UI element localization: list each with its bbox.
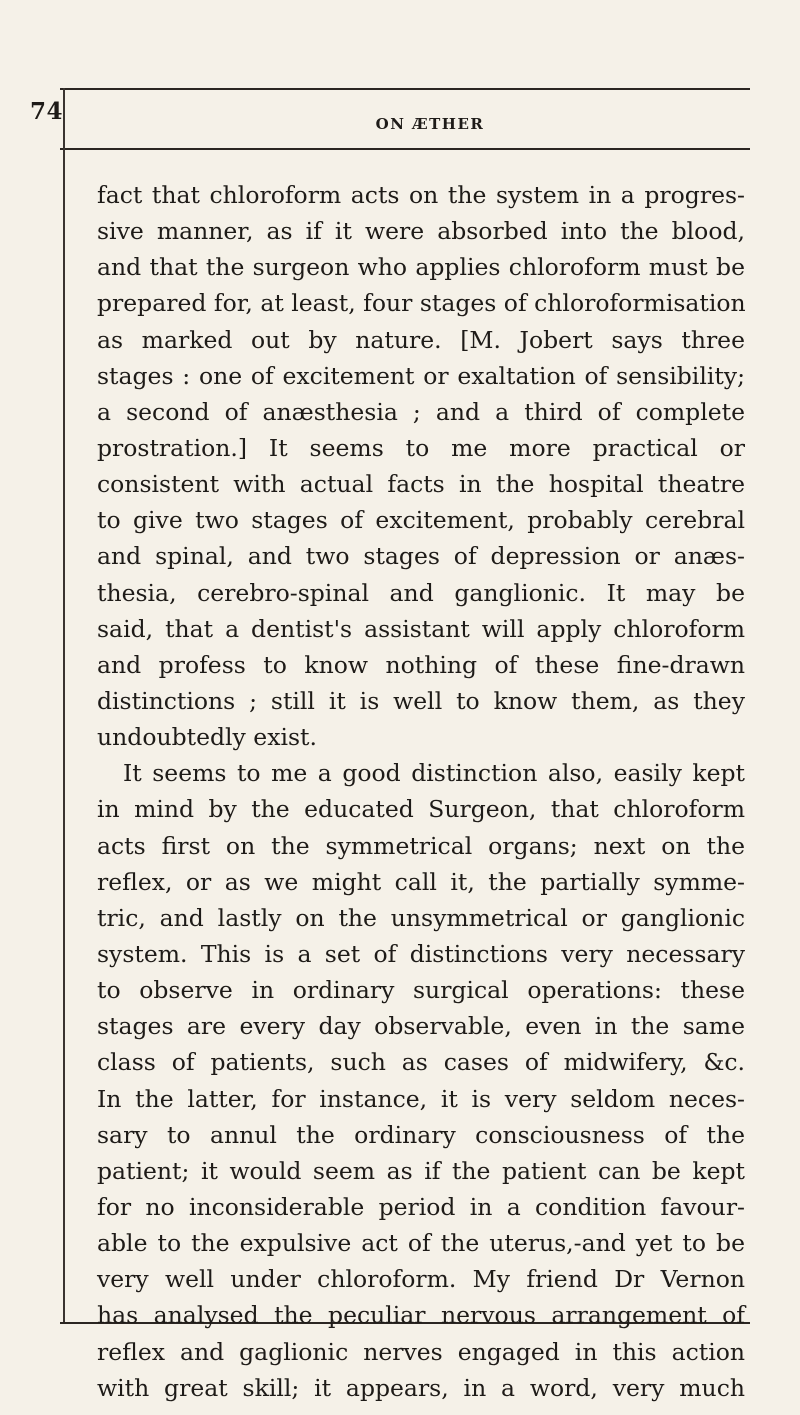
text-line: and profess to know nothing of these fine-drawn [97, 650, 745, 679]
text-line: with great skill; it appears, in a word, very much [97, 1373, 745, 1402]
text-line: a second of anæsthesia ; and a third of complete [97, 397, 745, 426]
text-line: stages : one of excitement or exaltation of sensibility; [97, 361, 745, 390]
text-line: and spinal, and two stages of depression or anæs- [97, 542, 745, 571]
text-line: sive manner, as if it were absorbed into the blood, [97, 217, 745, 246]
text-line: for no inconsiderable period in a condition favour- [97, 1192, 745, 1221]
text-line: sary to annul the ordinary consciousness of the [97, 1120, 745, 1149]
text-line: It seems to me a good distinction also, easily kept [123, 759, 745, 788]
text-line: to give two stages of excitement, probably cerebral [97, 506, 745, 535]
page-number: 74 [30, 98, 64, 125]
text-line: undoubtedly exist. [97, 723, 317, 752]
text-line: acts first on the symmetrical organs; next on the [97, 831, 745, 860]
text-line: has analysed the peculiar nervous arrangement of [97, 1301, 745, 1330]
text-line: In the latter, for instance, it is very seldom neces- [97, 1084, 745, 1113]
text-line: thesia, cerebro-spinal and ganglionic. It may be [97, 578, 745, 607]
page-left-edge-rule [63, 88, 65, 1324]
text-line: very well under chloroform. My friend Dr Vernon [97, 1265, 745, 1294]
header-rule-bottom [60, 148, 750, 150]
text-line: reflex, or as we might call it, the partially symme- [97, 867, 745, 896]
running-head: ON ÆTHER [375, 115, 485, 133]
text-line: said, that a dentist's assistant will apply chloroform [97, 614, 745, 643]
text-line: system. This is a set of distinctions very necessary [97, 939, 745, 968]
text-line: in mind by the educated Surgeon, that chloroform [97, 795, 745, 824]
text-line: able to the expulsive act of the uterus,-and yet to be [97, 1229, 745, 1258]
text-line: consistent with actual facts in the hospital theatre [97, 470, 745, 499]
text-line: distinctions ; still it is well to know them, as they [97, 686, 745, 715]
text-line: stages are every day observable, even in the same [97, 1012, 745, 1041]
body-text [97, 177, 745, 1406]
text-line: patient; it would seem as if the patient can be kept [97, 1156, 745, 1185]
header-rule-top [60, 88, 750, 90]
text-line: tric, and lastly on the unsymmetrical or ganglionic [97, 903, 745, 932]
text-line: prostration.] It seems to me more practical or [97, 433, 745, 462]
text-line: reflex and gaglionic nerves engaged in this action [97, 1337, 745, 1366]
text-line: fact that chloroform acts on the system in a progres- [97, 181, 745, 209]
text-line: and that the surgeon who applies chloroform must be [97, 253, 745, 282]
text-line: as marked out by nature. [M. Jobert says three [97, 325, 745, 354]
text-line: prepared for, at least, four stages of chloroformisation [97, 289, 746, 318]
text-line: to observe in ordinary surgical operations: these [97, 976, 745, 1005]
text-line: class of patients, such as cases of midwifery, &c. [97, 1048, 745, 1077]
